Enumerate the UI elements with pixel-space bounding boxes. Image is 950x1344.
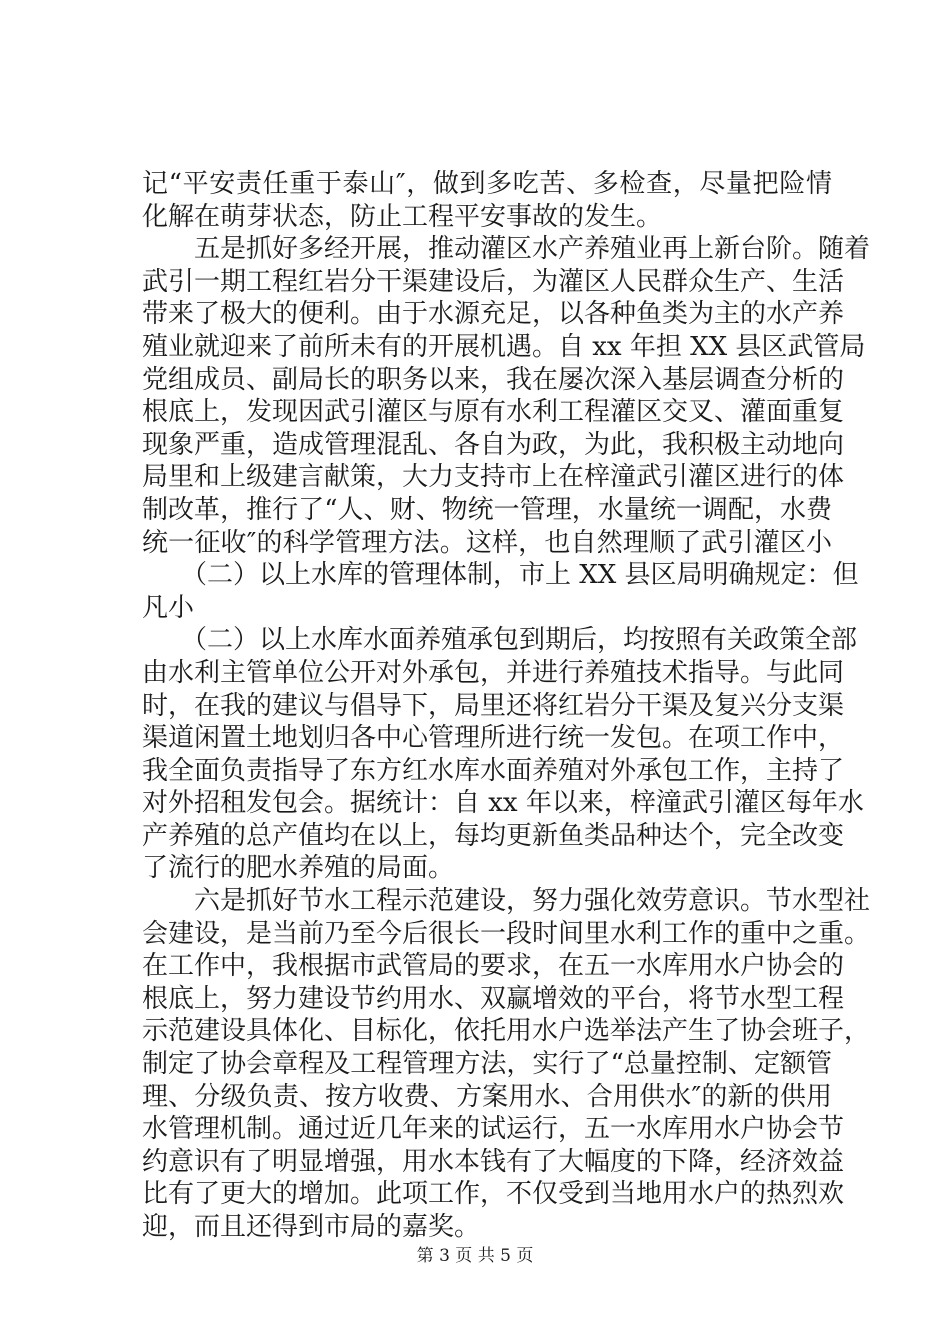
text-line: 水管理机制。通过近几年来的试运行，五一水库用水户协会节 — [142, 1114, 845, 1145]
paragraph-1 — [142, 168, 832, 233]
text-line: （二）以上水库的管理体制，市上 XX 县区局明确规定：但 — [142, 560, 859, 591]
text-line: 五是抓好多经开展，推动灌区水产养殖业再上新台阶。随着 — [142, 234, 871, 265]
text-line: 凡小 — [142, 592, 195, 623]
text-line: 迎，而且还得到市局的嘉奖。 — [142, 1212, 481, 1242]
text-line: 根底上，努力建设节约用水、双赢增效的平台，将节水型工程 — [142, 983, 845, 1014]
text-line: 六是抓好节水工程示范建设，努力强化效劳意识。节水型社 — [142, 886, 871, 917]
paragraph-4 — [142, 624, 864, 885]
text-line: （二）以上水库水面养殖承包到期后，均按照有关政策全部 — [142, 625, 858, 656]
text-line: 示范建设具体化、目标化，依托用水户选举法产生了协会班子， — [142, 1016, 871, 1047]
paragraph-5 — [142, 885, 871, 1244]
text-line: 记“平安责任重于泰山″，做到多吃苦、多检查，尽量把险情 — [142, 169, 832, 199]
text-line: 统一征收″的科学管理方法。这样，也自然理顺了武引灌区小 — [142, 527, 832, 558]
page-number: 第 3 页 共 5 页 — [416, 1246, 534, 1266]
text-line: 武引一期工程红岩分干渠建设后，为灌区人民群众生产、生活 — [142, 266, 845, 297]
text-line: 现象严重，造成管理混乱、各自为政，为此，我积极主动地向 — [142, 429, 845, 460]
text-line: 约意识有了明显增强，用水本钱有了大幅度的下降，经济效益 — [142, 1146, 845, 1177]
text-line: 党组成员、副局长的职务以来，我在屡次深入基层调查分析的 — [142, 364, 845, 395]
text-line: 比有了更大的增加。此项工作，不仅受到当地用水户的热烈欢 — [142, 1179, 845, 1210]
text-line: 带来了极大的便利。由于水源充足，以各种鱼类为主的水产养 — [142, 299, 845, 330]
text-line: 时，在我的建议与倡导下，局里还将红岩分干渠及复兴分支渠 — [142, 690, 845, 721]
document-body — [142, 168, 871, 1244]
text-line: 殖业就迎来了前所未有的开展机遇。自 xx 年担 XX 县区武管局 — [142, 331, 866, 362]
text-line: 在工作中，我根据市武管局的要求，在五一水库用水户协会的 — [142, 951, 845, 982]
text-line: 根底上，发现因武引灌区与原有水利工程灌区交叉、灌面重复 — [142, 397, 845, 428]
text-line: 局里和上级建言献策，大力支持市上在梓潼武引灌区进行的体 — [142, 462, 845, 493]
text-line: 理、分级负责、按方收费、方案用水、合用供水″的新的供用 — [142, 1081, 832, 1112]
text-line: 制定了协会章程及工程管理方法，实行了“总量控制、定额管 — [142, 1049, 832, 1080]
paragraph-3 — [142, 559, 859, 624]
text-line: 产养殖的总产值均在以上，每均更新鱼类品种达个，完全改变 — [142, 820, 845, 851]
text-line: 由水利主管单位公开对外承包，并进行养殖技术指导。与此同 — [142, 657, 845, 688]
text-line: 对外招租发包会。据统计：自 xx 年以来，梓潼武引灌区每年水 — [142, 788, 864, 819]
text-line: 渠道闲置土地划归各中心管理所进行统一发包。在项工作中， — [142, 723, 845, 754]
text-line: 了流行的肥水养殖的局面。 — [142, 853, 455, 884]
paragraph-2 — [142, 233, 871, 559]
text-line: 制改革，推行了“人、财、物统一管理，水量统一调配，水费 — [142, 494, 832, 525]
text-line: 化解在萌芽状态，防止工程平安事故的发生。 — [142, 201, 663, 232]
page-footer — [0, 1245, 950, 1267]
text-line: 会建设，是当前乃至今后很长一段时间里水利工作的重中之重。 — [142, 918, 871, 949]
text-line: 我全面负责指导了东方红水库水面养殖对外承包工作，主持了 — [142, 755, 845, 786]
